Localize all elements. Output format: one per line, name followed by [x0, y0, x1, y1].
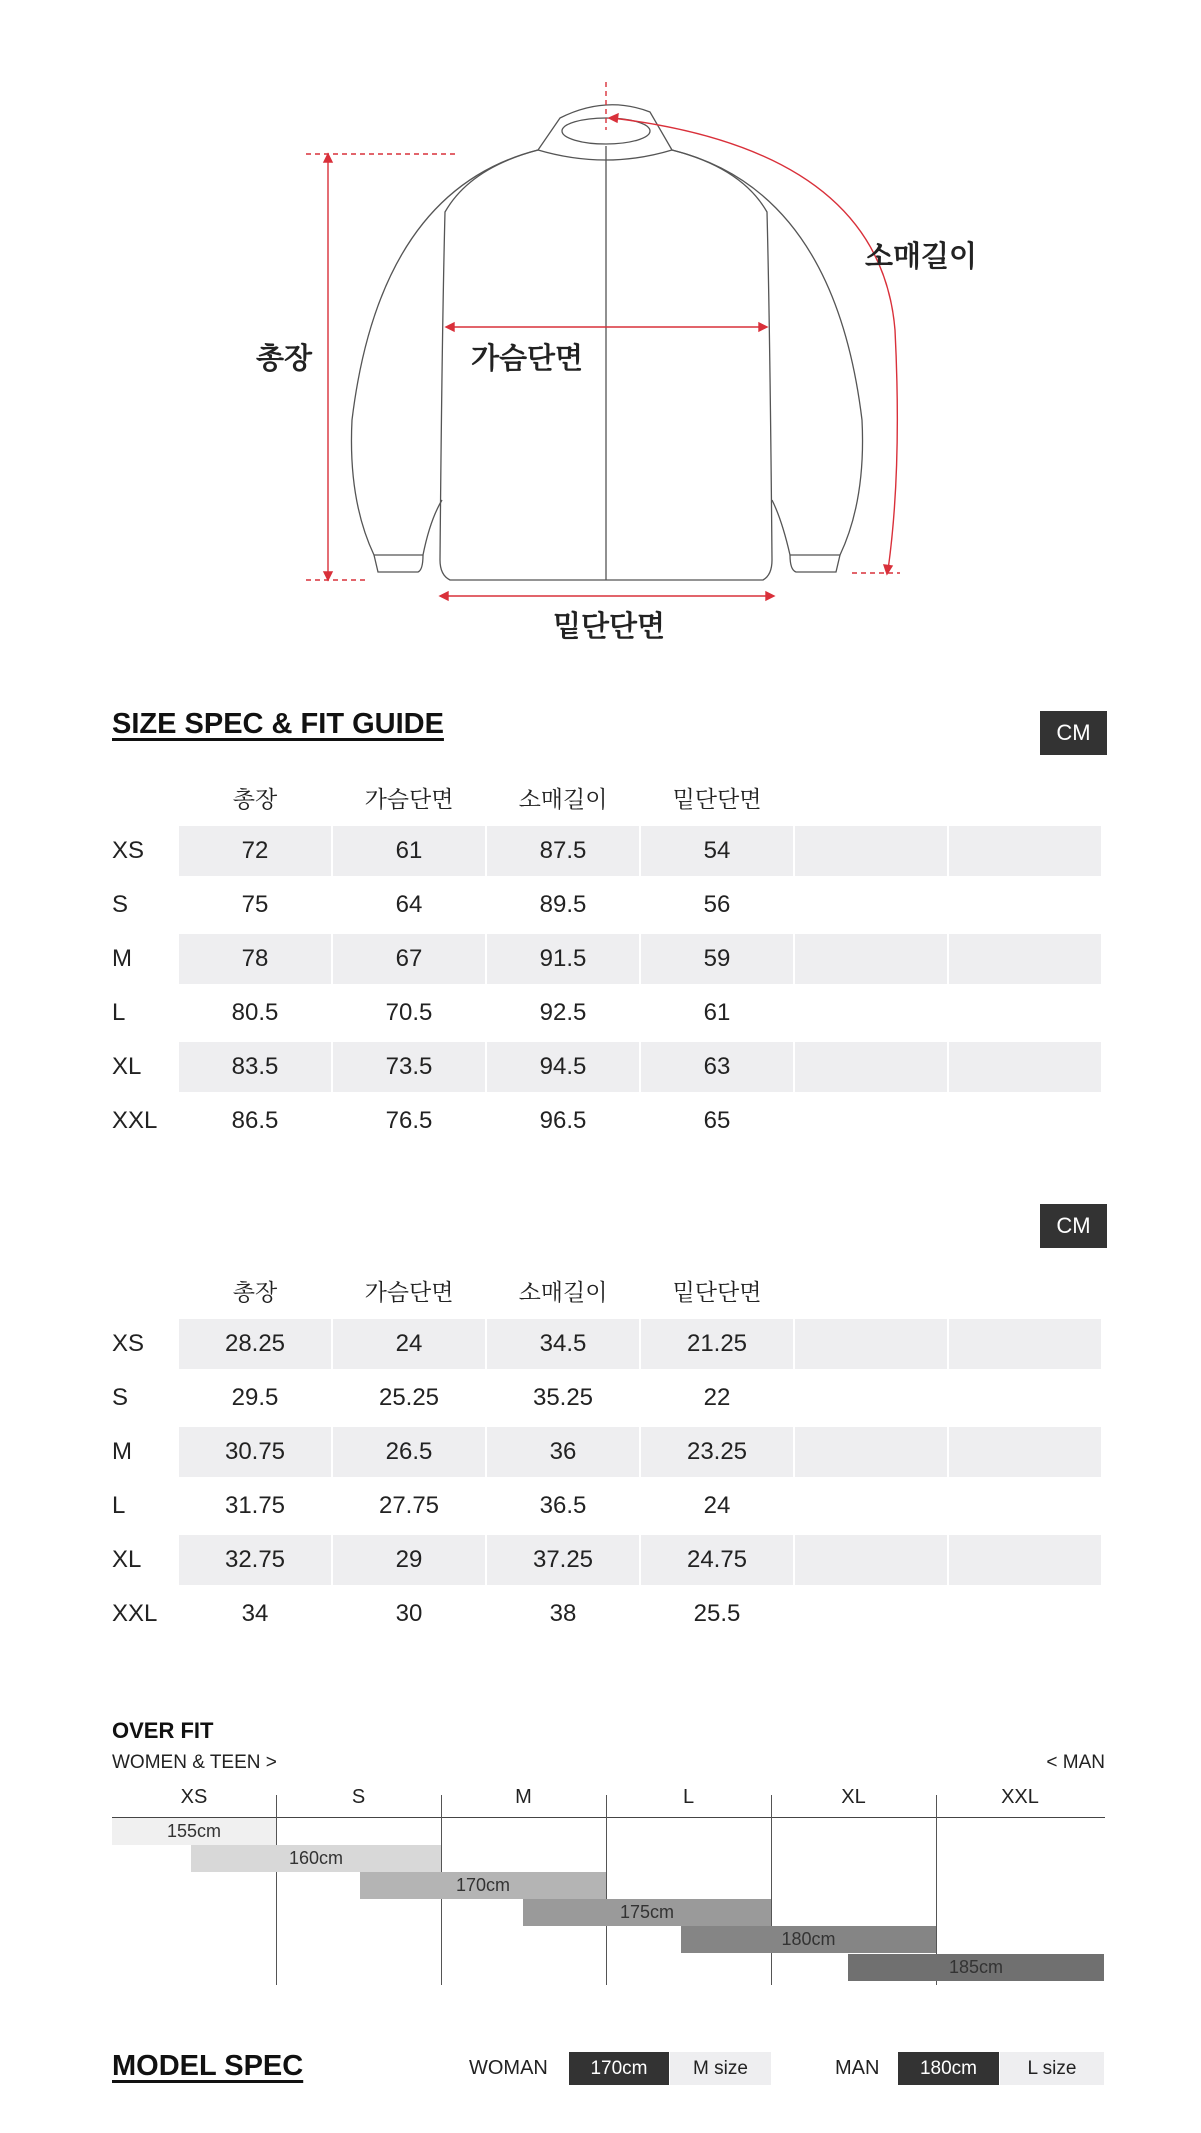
model-spec: [0, 2040, 1201, 2100]
fit-column-line: [606, 1795, 607, 1985]
man-label: MAN: [835, 2056, 880, 2079]
table-cell: 30: [395, 1600, 423, 1627]
length-label: 총장: [256, 341, 313, 375]
sleeve-label: 소매길이: [865, 239, 978, 273]
table-cell: 76.5: [385, 1107, 433, 1134]
table-cell: 24: [333, 1319, 485, 1369]
hem-label: 밑단단면: [553, 609, 666, 643]
jacket-outline-svg: [0, 0, 1201, 680]
size-spec-title: SIZE SPEC & FIT GUIDE: [112, 708, 444, 740]
right-cuff: [790, 555, 840, 572]
table-row: [112, 880, 1108, 930]
table-cell: 59: [641, 934, 793, 984]
table-cell: 75: [241, 891, 269, 918]
col-header-hem: 밑단단면: [672, 786, 762, 813]
size-label: S: [112, 1384, 129, 1411]
table-cell: 70.5: [385, 999, 433, 1026]
table-cell: 29: [333, 1535, 485, 1585]
empty-cell: [795, 826, 947, 876]
col-header-hem: 밑단단면: [672, 1279, 762, 1306]
fit-column-line: [276, 1795, 277, 1985]
table-cell: 27.75: [378, 1492, 440, 1519]
table-cell: 87.5: [487, 826, 639, 876]
empty-cell: [795, 1535, 947, 1585]
table-cell: 86.5: [231, 1107, 279, 1134]
model-spec-title: MODEL SPEC: [112, 2050, 304, 2082]
fit-size-m: M: [515, 1785, 532, 1808]
table-cell: 30.75: [179, 1427, 331, 1477]
table-row: [112, 1319, 1108, 1369]
size-label: XS: [112, 837, 145, 864]
height-bar-185: 185cm: [848, 1954, 1104, 1981]
empty-cell: [795, 1042, 947, 1092]
man-label: < MAN: [1046, 1752, 1105, 1773]
table-cell: 24.75: [641, 1535, 793, 1585]
table-cell: 37.25: [487, 1535, 639, 1585]
table-row: [112, 1481, 1108, 1531]
table-cell: 92.5: [539, 999, 587, 1026]
size-table-cm: [112, 774, 1108, 1144]
table-cell: 35.25: [532, 1384, 594, 1411]
height-bar-170: 170cm: [360, 1872, 606, 1899]
right-sleeve: [672, 150, 863, 555]
table-cell: 25.5: [693, 1600, 741, 1627]
size-label: M: [112, 945, 132, 972]
fit-column-line: [771, 1795, 772, 1985]
table-cell: 21.25: [641, 1319, 793, 1369]
height-bar-180: 180cm: [681, 1926, 936, 1953]
size-label: XXL: [112, 1107, 158, 1134]
table-cell: 34: [241, 1600, 269, 1627]
woman-size: M size: [670, 2052, 771, 2085]
fit-title: OVER FIT: [112, 1718, 214, 1743]
empty-cell: [795, 1427, 947, 1477]
table-row: [112, 1042, 1108, 1092]
size-label: XS: [112, 1330, 145, 1357]
table-cell: 31.75: [224, 1492, 286, 1519]
woman-label: WOMAN: [469, 2056, 548, 2079]
empty-cell: [795, 1319, 947, 1369]
table-row: [112, 988, 1108, 1038]
table-row: [112, 826, 1108, 876]
col-header-sleeve: 소매길이: [518, 1279, 608, 1306]
table-cell: 96.5: [539, 1107, 587, 1134]
table-cell: 36: [487, 1427, 639, 1477]
fit-size-xl: XL: [841, 1785, 866, 1808]
man-height: 180cm: [898, 2052, 999, 2085]
sleeve-measure-line: [612, 118, 897, 570]
empty-cell: [949, 1535, 1101, 1585]
size-label: XXL: [112, 1600, 158, 1627]
fit-size-xxl: XXL: [1001, 1785, 1039, 1808]
table-cell: 56: [703, 891, 731, 918]
table-cell: 61: [703, 999, 731, 1026]
table-cell: 32.75: [179, 1535, 331, 1585]
women-teen-label: WOMEN & TEEN >: [112, 1752, 277, 1773]
table-cell: 72: [179, 826, 331, 876]
size-label: L: [112, 999, 126, 1026]
size-table-2: [112, 1267, 1108, 1637]
table-cell: 83.5: [179, 1042, 331, 1092]
chest-label: 가슴단면: [471, 341, 584, 375]
empty-cell: [949, 826, 1101, 876]
fit-guide: [0, 1700, 1201, 2000]
table-cell: 28.25: [179, 1319, 331, 1369]
table-cell: 94.5: [487, 1042, 639, 1092]
empty-cell: [949, 1427, 1101, 1477]
empty-cell: [795, 934, 947, 984]
empty-cell: [949, 934, 1101, 984]
empty-cell: [949, 1042, 1101, 1092]
table-row: [112, 1373, 1108, 1423]
table-row: [112, 1427, 1108, 1477]
table-cell: 78: [179, 934, 331, 984]
table-cell: 89.5: [539, 891, 587, 918]
size-label: XL: [112, 1546, 142, 1573]
table-cell: 61: [333, 826, 485, 876]
jacket-measurement-diagram: [0, 0, 1201, 680]
table-cell: 29.5: [231, 1384, 279, 1411]
unit-badge: CM: [1040, 711, 1107, 755]
table-row: [112, 934, 1108, 984]
table-cell: 24: [703, 1492, 731, 1519]
col-header-length: 총장: [232, 1279, 278, 1306]
height-bar-175: 175cm: [523, 1899, 771, 1926]
fit-size-s: S: [351, 1785, 366, 1808]
table-cell: 34.5: [487, 1319, 639, 1369]
table-cell: 64: [395, 891, 423, 918]
table-cell: 67: [333, 934, 485, 984]
fit-size-xs: XS: [180, 1785, 208, 1808]
table-row: [112, 1096, 1108, 1146]
col-header-chest: 가슴단면: [364, 786, 454, 813]
height-bar-155: 155cm: [112, 1818, 276, 1845]
table-header: [112, 774, 1108, 820]
table-cell: 23.25: [641, 1427, 793, 1477]
col-header-length: 총장: [232, 786, 278, 813]
table-cell: 63: [641, 1042, 793, 1092]
size-label: S: [112, 891, 129, 918]
size-label: L: [112, 1492, 126, 1519]
table-cell: 73.5: [333, 1042, 485, 1092]
size-label: M: [112, 1438, 132, 1465]
table-cell: 26.5: [333, 1427, 485, 1477]
woman-height: 170cm: [569, 2052, 669, 2085]
empty-cell: [949, 1319, 1101, 1369]
table-cell: 38: [549, 1600, 577, 1627]
table-row: [112, 1589, 1108, 1639]
col-header-sleeve: 소매길이: [518, 786, 608, 813]
fit-size-l: L: [682, 1785, 695, 1808]
table-cell: 36.5: [539, 1492, 587, 1519]
collar-shape: [538, 105, 672, 160]
left-cuff: [374, 555, 423, 572]
table-cell: 54: [641, 826, 793, 876]
col-header-chest: 가슴단면: [364, 1279, 454, 1306]
table-cell: 25.25: [378, 1384, 440, 1411]
man-size: L size: [1000, 2052, 1104, 2085]
table-cell: 91.5: [487, 934, 639, 984]
table-cell: 80.5: [231, 999, 279, 1026]
unit-badge-2: CM: [1040, 1204, 1107, 1248]
size-label: XL: [112, 1053, 142, 1080]
height-bar-160: 160cm: [191, 1845, 441, 1872]
table-cell: 65: [703, 1107, 731, 1134]
table-cell: 22: [703, 1384, 731, 1411]
table-row: [112, 1535, 1108, 1585]
table-header: [112, 1267, 1108, 1313]
